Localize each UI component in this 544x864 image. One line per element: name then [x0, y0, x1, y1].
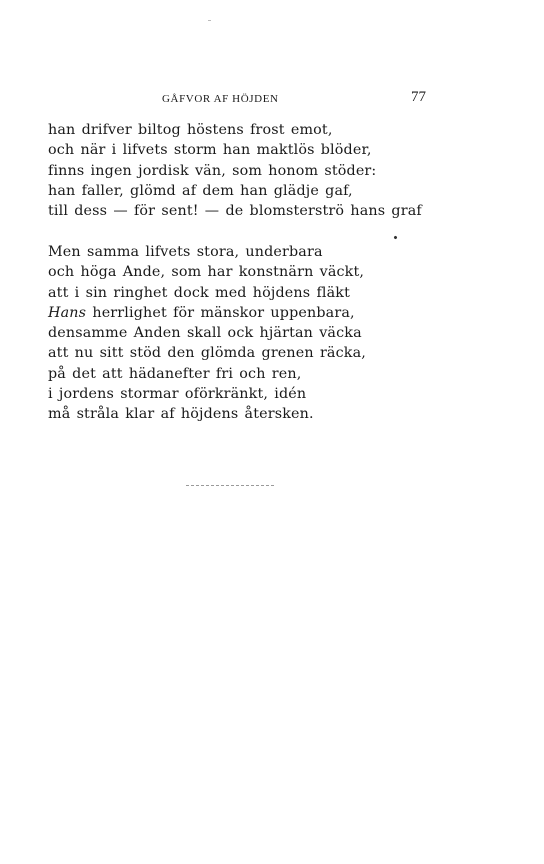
poem-line: må stråla klar af höjdens återsken. [48, 406, 314, 423]
poem-line: i jordens stormar oförkränkt, idén [48, 386, 307, 403]
poem-line: han drifver biltog höstens frost emot, [48, 122, 333, 138]
italic-word: Hans [48, 304, 87, 321]
running-head-title: GÅFVOR AF HÖJDEN [162, 93, 279, 105]
poem-stanza-2 [48, 242, 408, 425]
line-rest: herrlighet för mänskor uppenbara, [86, 304, 355, 321]
poem-line: att i sin ringhet dock med höjdens fläkt [48, 284, 350, 301]
print-speck-top [208, 20, 211, 21]
poem-line: att nu sitt stöd den glömda grenen räcka, [48, 345, 366, 362]
poem-line: finns ingen jordisk vän, som honom stöder: [48, 162, 377, 179]
poem-line: han faller, glömd af dem han glädje gaf, [48, 182, 353, 199]
section-end-rule [186, 485, 274, 486]
poem-line: på det att hädanefter fri och ren, [48, 365, 302, 382]
poem-line: till dess — för sent! — de blomsterströ hans graf [48, 203, 422, 220]
running-head [0, 89, 544, 109]
print-speck [393, 235, 397, 239]
poem-line: och när i lifvets storm han maktlös blöder, [48, 142, 372, 159]
poem-line: och höga Ande, som har konstnärn väckt, [48, 264, 365, 281]
poem-line: Men samma lifvets stora, underbara [48, 244, 323, 260]
poem-stanza-1 [48, 120, 422, 221]
page-number: 77 [411, 89, 426, 105]
poem-line: densamme Anden skall ock hjärtan väcka [48, 325, 362, 342]
poem-line-with-italic [48, 303, 408, 323]
